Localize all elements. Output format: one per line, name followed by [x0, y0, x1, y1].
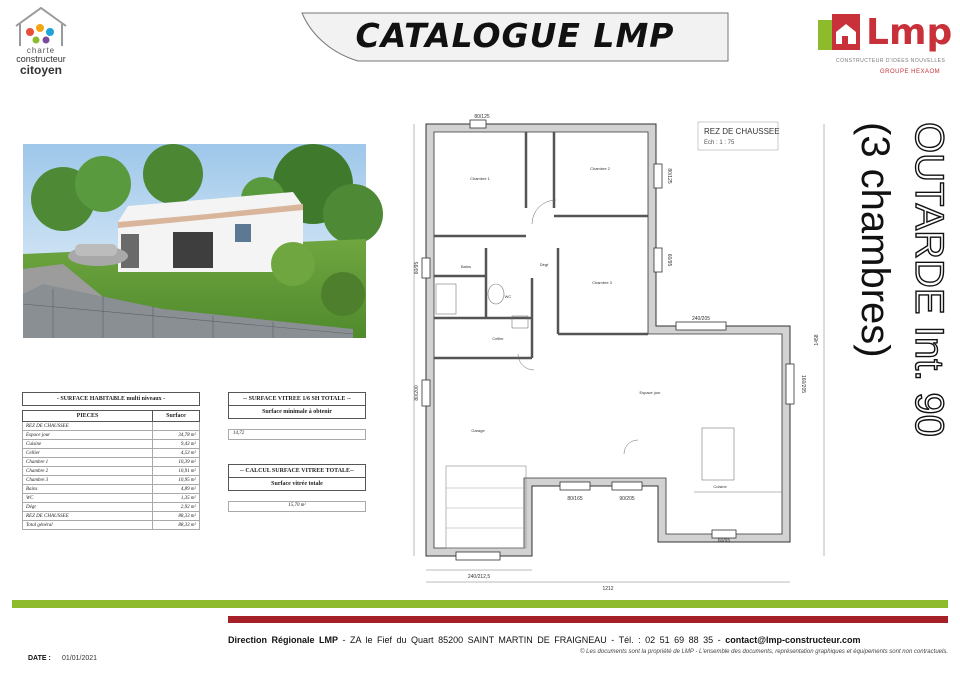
piece-name: Chambre 2: [23, 467, 153, 476]
surface-vitree-min-table: [228, 392, 366, 440]
window-dim: 80/165: [567, 496, 583, 502]
lmp-logo: [812, 12, 953, 84]
table-row: [23, 467, 200, 476]
piece-surface: 4,89 m²: [153, 485, 200, 494]
brand-name: Lmp: [866, 12, 953, 53]
room-label-chambre-1: Chambre 1: [470, 176, 490, 181]
catalogue-title-banner: [298, 12, 732, 62]
piece-surface: 10,39 m²: [153, 458, 200, 467]
footer-company: Direction Régionale LMP: [228, 635, 339, 645]
model-title: [846, 118, 951, 558]
glazed-min-header: -- SURFACE VITREE 1/6 SH TOTALE --: [228, 392, 366, 406]
window-dim: 80/200: [414, 385, 420, 401]
constructeur-word: constructeur: [16, 54, 66, 64]
window-dim: 80/125: [666, 168, 672, 184]
table-row: [23, 485, 200, 494]
model-name: OUTARDE Int. 90: [907, 122, 951, 437]
subtotal-row: [23, 512, 200, 521]
green-divider: [12, 600, 948, 608]
footer-email[interactable]: contact@lmp-constructeur.com: [725, 635, 861, 645]
house-render-image: [23, 144, 366, 338]
surface-habitable-table: [22, 392, 200, 530]
piece-name: Bains: [23, 485, 153, 494]
room-label-cellier: Cellier: [492, 336, 504, 341]
brand-group: GROUPE HEXAOM: [880, 69, 941, 75]
page-title: CATALOGUE LMP: [355, 16, 675, 55]
dim-bottom-total: 1212: [602, 586, 614, 592]
footer-contact: [228, 635, 948, 645]
window-dim: 240/205: [691, 316, 711, 322]
window-dim: 90/205: [619, 496, 635, 502]
piece-name: Chambre 3: [23, 476, 153, 485]
glazed-calc-header: -- CALCUL SURFACE VITREE TOTALE--: [228, 464, 366, 478]
room-label-chambre-3: Chambre 3: [592, 280, 612, 285]
footer-copyright: © Les documents sont la propriété de LMP - L'ensemble des documents, représentation graphiques et équipements sont non contractuels.: [580, 649, 948, 655]
piece-surface: 1,35 m²: [153, 494, 200, 503]
window-dim: 60/95: [414, 261, 420, 275]
surface-table-header: - SURFACE HABITABLE multi niveaux -: [22, 392, 200, 406]
glazed-calc-label: Surface vitrée totale: [228, 478, 366, 491]
charte-word: charte: [26, 46, 56, 55]
room-label-sejour: Espace jour: [639, 390, 661, 395]
floor-plan: [406, 108, 826, 596]
piece-name: Dégt: [23, 503, 153, 512]
room-label-bains: Bains: [460, 264, 472, 269]
glazed-min-label: Surface minimale à obtenir: [228, 406, 366, 419]
room-label-chambre-2: Chambre 2: [590, 166, 610, 171]
table-row: [23, 503, 200, 512]
glazed-calc-value: 15,70 m²: [228, 501, 366, 512]
charte-constructeur-citoyen-logo: [10, 6, 72, 77]
date-label: DATE :: [28, 655, 51, 662]
room-label-garage: Garage: [471, 428, 485, 433]
brand-tagline: CONSTRUCTEUR D'IDÉES NOUVELLES: [836, 58, 946, 64]
total-value: 88,33 m²: [153, 521, 200, 530]
piece-name: Chambre 1: [23, 458, 153, 467]
room-label-degt: Dégt: [539, 262, 549, 267]
dim-bottom-left: 240/212,5: [467, 574, 491, 580]
model-subtitle: (3 chambres): [853, 122, 897, 358]
total-label: Total général: [23, 521, 153, 530]
piece-surface: 4,53 m²: [153, 449, 200, 458]
room-label-cuisine: Cuisine: [713, 484, 727, 489]
footer-address: - ZA le Fief du Quart 85200 SAINT MARTIN DE FRAIGNEAU - Tél. : 02 51 69 88 35 -: [342, 635, 721, 645]
plan-scale: Ech : 1 : 75: [704, 140, 735, 146]
piece-surface: 10,91 m²: [153, 467, 200, 476]
level-row-label: REZ DE CHAUSSEE: [23, 422, 153, 431]
window-dim: 80/125: [474, 114, 490, 120]
plan-level-label: REZ DE CHAUSSEE: [704, 127, 780, 136]
table-row: [23, 458, 200, 467]
piece-name: Cuisine: [23, 440, 153, 449]
table-row: [23, 440, 200, 449]
window-dim: 60/95: [717, 538, 731, 544]
piece-surface: 2,92 m²: [153, 503, 200, 512]
piece-surface: 9,43 m²: [153, 440, 200, 449]
surface-vitree-calc-table: [228, 464, 366, 512]
house-people-icon: [10, 6, 72, 48]
subtotal-value: 88,33 m²: [153, 512, 200, 521]
piece-name: Cellier: [23, 449, 153, 458]
col-pieces-header: PIECES: [23, 411, 153, 422]
piece-name: WC: [23, 494, 153, 503]
window-dim: 160/205: [800, 374, 806, 394]
table-row: [23, 494, 200, 503]
lmp-house-icon: [818, 14, 864, 54]
date-value: 01/01/2021: [62, 655, 98, 662]
col-surface-header: Surface: [153, 411, 200, 422]
piece-surface: 10,95 m²: [153, 476, 200, 485]
citoyen-word: citoyen: [19, 63, 62, 77]
total-row: [23, 521, 200, 530]
red-divider: [228, 616, 948, 623]
table-row: [23, 431, 200, 440]
glazed-min-value: 14,72: [228, 429, 366, 440]
subtotal-label: REZ DE CHAUSSEE: [23, 512, 153, 521]
window-dim: 60/95: [666, 253, 672, 267]
piece-name: Espace jour: [23, 431, 153, 440]
room-label-wc: WC: [504, 294, 512, 299]
dim-right-total: 1458: [814, 334, 820, 346]
table-row: [23, 449, 200, 458]
table-row: [23, 476, 200, 485]
piece-surface: 34,78 m²: [153, 431, 200, 440]
